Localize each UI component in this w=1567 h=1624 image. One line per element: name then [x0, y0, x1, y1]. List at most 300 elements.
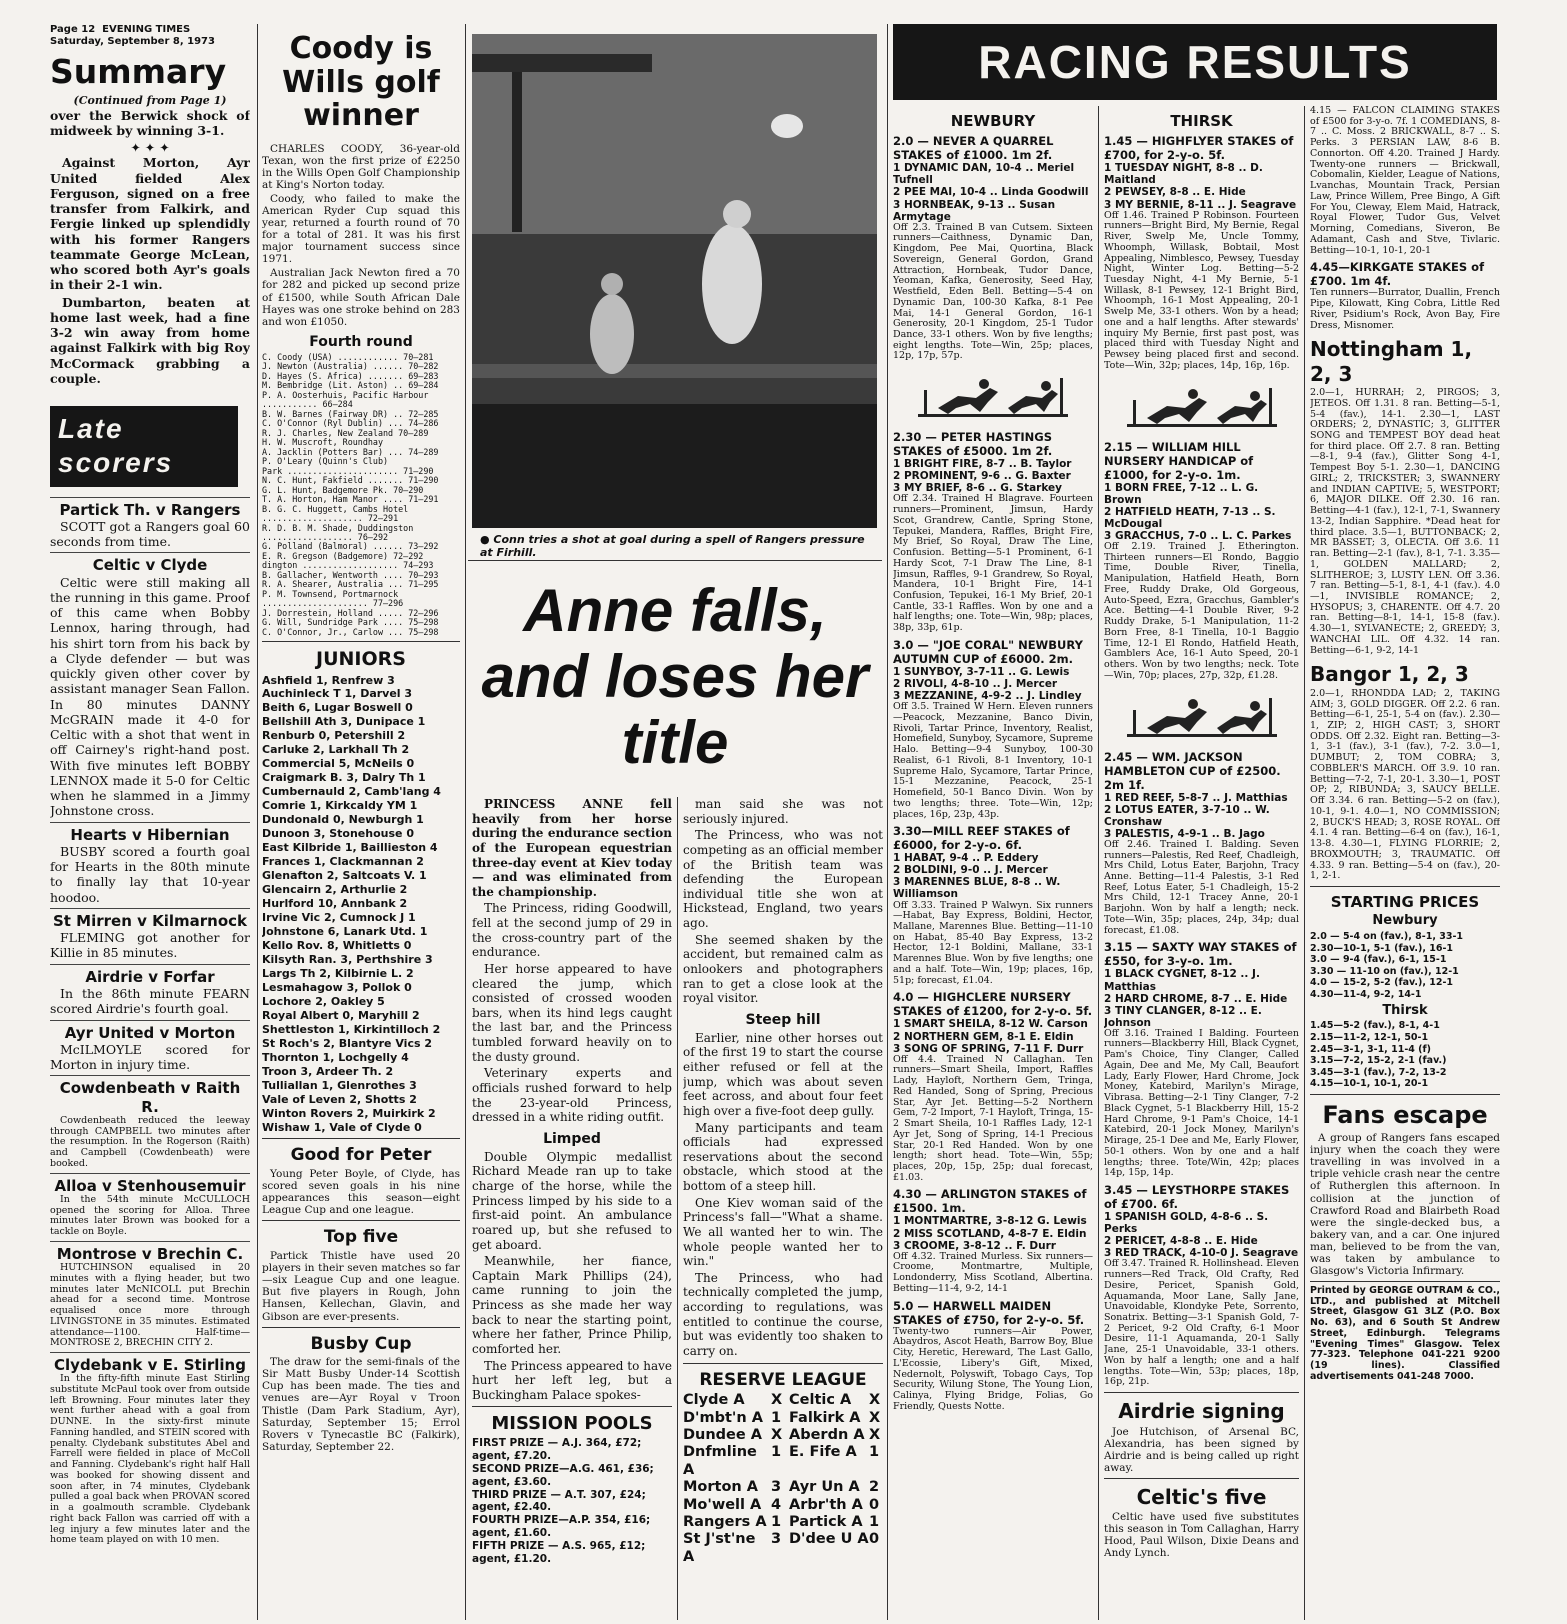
- mission-pools-heading: MISSION POOLS: [491, 1413, 653, 1435]
- divider: [1104, 1478, 1299, 1479]
- divider: [1104, 1392, 1299, 1393]
- continued-note: (Continued from Page 1): [73, 94, 227, 108]
- juniors-results: [262, 674, 460, 1135]
- late-scorer-item: [50, 964, 250, 1017]
- golf-score-row: H. W. Muscroft, Roundhay: [262, 437, 384, 448]
- golf-score-row: B. G. C. Huggett, Cambs Hotel .................... 72—291: [262, 503, 409, 524]
- junior-result: Dunoon 3, Stonehouse 0: [262, 827, 414, 841]
- junior-result: Glenafton 2, Saltcoats V. 1: [262, 869, 427, 883]
- race-placing: 3 CROOME, 3-8-12 .. F. Durr: [893, 1239, 1056, 1252]
- race-placing: 2 BOLDINI, 9-0 .. J. Mercer: [893, 864, 1048, 877]
- anne-story-para: The Princess, riding Goodwill, fell at the second jump of 29 in the cross-country part of the endurance.: [472, 901, 672, 960]
- divider: [1310, 1281, 1500, 1282]
- reserve-cell: E. Fife A: [789, 1444, 857, 1461]
- reserve-cell: Dnfmline A: [683, 1444, 757, 1478]
- fans-escape-heading: Fans escape: [1322, 1100, 1488, 1129]
- race-details: Off 4.4. Trained N Callaghan. Ten runners—Smart Sheila, Import, Raffles Lady, Hayloft, Northern Gem, Tringa, Red Handed, Song of Spring, Precious Star, Ayr Jet. Betting—5-2 Northern Gem, 7-2 Import, 7-1 Hayloft, Tringa, 15-2 Smart Sheila, 10-1 Raffles Lady, 12-1 Ayr Jet, Song of Spring, 14-1 Precious Star, 20-1 Red Handed. Won by one length; short head. Tote—Win, 55p; places, 20p, 15p, 25p; dual forecast, £1.03.: [893, 1053, 1093, 1183]
- anne-story-para: The Princess, who had technically completed the jump, according to regulations, was entitled to continue the course, but was evidently too shaken to carry on.: [683, 1270, 883, 1358]
- anne-left-column: [472, 797, 672, 1620]
- golf-headline: Coody is Wills golf winner: [282, 31, 440, 134]
- race-placing: 2 NORTHERN GEM, 8-1 E. Eldin: [893, 1030, 1074, 1043]
- steep-hill-subhead: Steep hill: [745, 1011, 821, 1028]
- late-scorer-match: Cowdenbeath v Raith R.: [59, 1079, 241, 1116]
- busby-cup-text: The draw for the semi-finals of the Sir Matt Busby Under-14 Scottish Cup has been made. The ties and venues are—Ayr Royal v Troon Thistle (Dam Park Stadium, Ayr), Saturday, September 15; Errol Rovers v Tynecastle BC (Falkirk), Saturday, September 22.: [262, 1356, 460, 1453]
- printer-imprint: Printed by GEORGE OUTRAM & CO., LTD., and published at Mitchell Street, Glasgow G1 3LZ (P.O. Box No. 63), and 6 South St Andrew Street, Edinburgh. Telegrams "Evening Times" Glasgow. Telex 77-323. Telephone 041-221 9200 (19 lines). Classified advertisements 041-248 7000.: [1310, 1284, 1500, 1382]
- anne-story-para: Double Olympic medallist Richard Meade ran up to take charge of the horse, while the Princess limped by his side to a first-aid point. An ambulance roared up, but she refused to get aboard.: [472, 1149, 672, 1252]
- reserve-cell: Clyde A: [683, 1392, 745, 1409]
- race-heading: 4.30 — ARLINGTON STAKES of £1500. 1m.: [893, 1187, 1087, 1216]
- reserve-cell: X: [869, 1427, 881, 1444]
- starting-price-row: 4.30—11-4, 9-2, 14-1: [1310, 989, 1422, 1001]
- summary-column: [50, 24, 250, 1620]
- golf-score-row: B. W. Barnes (Fairway DR) .. 72—285: [262, 408, 439, 419]
- fourth-round-heading: Fourth round: [309, 333, 413, 350]
- divider: [262, 1327, 460, 1328]
- summary-title: Summary: [50, 52, 227, 91]
- reserve-league-row: [683, 1427, 883, 1444]
- reserve-cell: St J'st'ne A: [683, 1531, 756, 1565]
- divider: [1310, 886, 1500, 887]
- anne-story-para: man said she was not seriously injured.: [683, 797, 883, 826]
- anne-headline: Anne falls, and loses her title: [481, 577, 869, 776]
- starting-price-row: 3.0 — 9-4 (fav.), 6-1, 15-1: [1310, 954, 1447, 966]
- anne-story-para: She seemed shaken by the accident, but remained calm as onlookers and photographers ran to get a close look at the royal visitor.: [683, 932, 883, 1006]
- good-for-peter-heading: Good for Peter: [290, 1145, 432, 1166]
- race-heading: 4.0 — HIGHCLERE NURSERY STAKES of £1200, for 2-y-o. 5f.: [893, 990, 1093, 1019]
- golf-score-row: E. R. Gregson (Badgemore) 72—292: [262, 550, 424, 561]
- junior-result: Cumbernauld 2, Camb'lang 4: [262, 785, 441, 799]
- football-photo-graphic: [472, 34, 877, 528]
- junior-result: Kilsyth Ran. 3, Perthshire 3: [262, 952, 433, 966]
- junior-result: Commercial 5, McNeils 0: [262, 757, 415, 771]
- race-placing: 3 RED TRACK, 4-10-0 J. Seagrave: [1104, 1247, 1299, 1260]
- nottingham-text: 2.0—1, HURRAH; 2, PIRGOS; 3, JETEOS. Off 1.31. 8 ran. Betting—5-1, 5-4 (fav.), 14-1. 2.30—1, LAST ORDERS; 2, DYNASTIC; 3, GLITTER SONG and TEMPEST BOY dead heat for third place. Off 2.7. 8 ran. Betting—8-1, 9-4 (fav.), Glitter Song 4-1, Tempest Boy 5-1. 2.30—1, DANCING GIRL; 2, TRICKSTER; 3, SWANNERY and INDIAN CAPTIVE; 5, WESTPORT; 6, MAJOR DILKE. Off 2.30. 16 ran. Betting—4-1 (fav.), 12-1, 7-1, Swannery 13-2, Indian Sapphire. *Dead heat for third place. 3.5—1, BUTTONBACK; 2, MR BASSET; 3, OLECTA. Off 3.6. 11 ran. Betting—2-1 (fav.), 8-1, 7-1. 3.35—1, GOLDEN MALLARD; 2, SLITHEROE; 3, LUSTY LEN. Off 3.36. 7 ran. Betting—5-1, 8-1, 4-1 (fav.). 4.0—1, INVISIBLE ROMANCE; 2, HYSOPUS; 3, CHARENTE. Off 4.7. 20 ran. Betting—8-1, 14-1, 15-8 (fav.). 4.30—1, SYLVANECTE; 2, GREEDY; 3, WANCHAI LIL. Off 4.32. 14 ran. Betting—6-1, 9-2, 14-1: [1310, 387, 1500, 656]
- junior-result: Vale of Leven 2, Shotts 2: [262, 1092, 417, 1106]
- reserve-cell: X: [771, 1392, 783, 1409]
- reserve-cell: D'dee U A: [789, 1531, 869, 1548]
- masthead-date: Saturday, September 8, 1973: [50, 36, 215, 47]
- golf-score-row: C. O'Connor, Jr., Carlow ... 75—298: [262, 626, 439, 637]
- divider: [468, 560, 882, 561]
- reserve-league-row: [683, 1514, 883, 1531]
- late-scorer-item: [50, 1173, 250, 1238]
- kirkgate-heading: 4.45—KIRKGATE STAKES of £700. 1m 4f.: [1310, 260, 1485, 289]
- late-scorer-text: HUTCHINSON equalised in 20 minutes with a flying header, but two minutes later McNICOLL put Brechin ahead for a second time. Montrose equalised once more through LIVINGSTONE in 35 minutes. Estimated attendance—1100. Half-time— MONTROSE 2, BRECHIN CITY 2.: [50, 1262, 250, 1349]
- race-placing: 1 SMART SHEILA, 8-12 W. Carson: [893, 1018, 1088, 1031]
- reserve-cell: Celtic A: [789, 1392, 852, 1409]
- divider: [683, 1363, 883, 1364]
- junior-result: Renburb 0, Petershill 2: [262, 729, 406, 743]
- race-heading: 5.0 — HARWELL MAIDEN STAKES of £750, for 2-y-o. 5f.: [893, 1298, 1085, 1327]
- reserve-league-row: [683, 1444, 883, 1479]
- masthead-line: [50, 24, 250, 36]
- race-heading: 3.15 — SAXTY WAY STAKES of £550, for 3-y-o. 1m.: [1104, 940, 1297, 969]
- race-details: Off 1.46. Trained P Robinson. Fourteen runners—Bright Bird, My Bernie, Regal River, Swelp Me, Uncle Tommy, Whoomph, Willask, Bobtail, Most Appealing, Nimblesco, Pewsey, Tuesday Night, Winter Log. Betting—5-2 Tuesday Night, 4-1 My Bernie, 5-1 Willask, 8-1 Pewsey, 12-1 Bright Bird, Whoomph, 16-1 Most Appealing, 20-1 Swelp Me, 33-1 others. Won by a head; one and a half lengths. After stewards' inquiry My Bernie, first past post, was placed third with Tuesday Night and Pewsey being placed first and second. Tote—Win, 32p; places, 14p, 16p, 16p.: [1104, 209, 1299, 371]
- falcon-stakes-text: 4.15 — FALCON CLAIMING STAKES of £500 for 3-y-o. 7f. 1 COMEDIANS, 8-7 .. C. Moss. 2 BRICKWALL, 8-7 .. S. Perks. 3 PERSIAN LAW, 8-6 B. Connorton. Off 4.20. Trained J Hardy. Twenty-one runners — Brickwall, Cobomalin, Kielder, League of Nations, Lvanchas, Mountain Track, Persian Law, Prince Willem, Pree Bingo, A Gift For You, Cleway, Elem Maid, Hatrack, Royal Flower, Tudor Gus, Velvet Morning, Comedians, Siveron, Be Adamant, Cash and Stve, Tivlaric. Betting—10-1, 10-1, 20-1: [1310, 106, 1500, 256]
- anne-story-para: Many participants and team officials had expressed reservations about the second obstacle, which stood at the bottom of a steep hill.: [683, 1120, 883, 1194]
- late-scorer-text: BUSBY scored a fourth goal for Hearts in the 80th minute to finally lay that 10-year hoodoo.: [50, 843, 250, 905]
- race-placing: 1 SUNYBOY, 3-7-11 .. G. Lewis: [893, 665, 1070, 678]
- thirsk-column: [1104, 106, 1299, 1620]
- golf-score-row: Park ...................... 71—290: [262, 465, 434, 476]
- late-scorer-item: [50, 552, 250, 818]
- reserve-league-row: [683, 1497, 883, 1514]
- summary-para: over the Berwick shock of midweek by winning 3-1.: [50, 107, 250, 138]
- newbury-heading: NEWBURY: [950, 112, 1036, 130]
- late-scorer-text: FLEMING got another for Killie in 85 minutes.: [50, 930, 250, 961]
- golf-scores: [262, 353, 460, 638]
- race-placing: 1 SPANISH GOLD, 4-8-6 .. S. Perks: [1104, 1211, 1269, 1236]
- race-placing: 1 BLACK CYGNET, 8-12 .. J. Matthias: [1104, 968, 1260, 993]
- divider: [472, 1406, 672, 1407]
- mission-pools-row: FIFTH PRIZE — A.S. 965, £12; agent, £1.20.: [472, 1539, 646, 1565]
- race-details: Off 3.16. Trained I Balding. Fourteen runners—Blackberry Hill, Black Cygnet, Pam's Choice, Tiny Clanger, Called Again, Dee and Me, My Call, Beaufort Lady, Early Flower, Hard Chrome, Jock Money, Katebird, Marilyn's Mirage, Vibrasa. Betting—2-1 Tiny Clanger, 7-2 Black Cygnet, 5-1 Blackberry Hill, 15-2 Hard Chrome, 9-1 Pam's Choice, 14-1 Katebird, 20-1 Jock Money, Marilyn's Mirage, 25-1 Dee and Me, Early Flower, 50-1 others. Won by one and a half lengths; three. Tote/Win, 42p; places 14p, 15p, 14p.: [1104, 1027, 1299, 1179]
- thirsk-heading: THIRSK: [1170, 112, 1233, 130]
- late-scorer-match: Celtic v Clyde: [92, 556, 208, 575]
- good-for-peter-text: Young Peter Boyle, of Clyde, has scored seven goals in his nine appearances this season—eight League Cup and one league.: [262, 1168, 460, 1217]
- race-placing: 2 PERICET, 4-8-8 .. E. Hide: [1104, 1235, 1258, 1248]
- masthead: [50, 24, 250, 48]
- reserve-cell: Ayr Un A: [789, 1479, 860, 1496]
- reserve-cell: 1: [771, 1409, 782, 1426]
- golf-score-row: C. O'Connor (Ryl Dublin) ... 74—286: [262, 418, 439, 429]
- junior-result: Beith 6, Lugar Boswell 0: [262, 701, 413, 715]
- golf-score-row: T. A. Horton, Ham Manor .... 71—291: [262, 494, 439, 505]
- golf-score-row: P. A. Oosterhuis, Pacific Harbour ........... 66—284: [262, 389, 429, 410]
- sp-newbury-heading: Newbury: [1372, 913, 1438, 929]
- race-heading: 2.0 — NEVER A QUARREL STAKES of £1000. 1m 2f.: [893, 134, 1054, 163]
- late-scorer-text: In the fifty-fifth minute East Stirling substitute McPaul took over from outside left Browning. Four minutes later they went further ahead with a goal from DUNNE. In the sixty-first minute Fanning handled, and STEIN scored with penalty. Clydebank substitutes Abel and Farrell were fielded in place of McColl and Fanning. Clydebank's right half Hall was booked for showing dissent and soon after, in 74 minutes, Clydebank pulled a goal back when PROVAN scored in a goalmouth scramble. Clydebank right back Fallon was carried off with a leg injury a few minutes later and the home team played on with 10 men.: [50, 1373, 250, 1546]
- race-placing: 1 RED REEF, 5-8-7 .. J. Matthias: [1104, 791, 1288, 804]
- reserve-cell: X: [869, 1409, 881, 1426]
- race-details: Off 2.46. Trained I. Balding. Seven runners—Palestis, Red Reef, Chadleigh, Mrs Child, Lotus Eater, Barjohn, Tracy Anne. Betting—11-4 Palestis, 3-1 Red Reef, Lotus Eater, 5-1 Chadleigh, 15-2 Mrs Child, 12-1 Tracey Anne, 20-1 Barjohn. Won by half a length; neck. Tote—Win, 35p; places, 24p, 34p; dual forecast, £1.08.: [1104, 838, 1299, 936]
- golf-score-row: R. A. Shearer, Australia ... 71—295: [262, 579, 439, 590]
- summary-para: Dumbarton, beaten at home last week, had a fine 3-2 win away from home against Falkirk with big Roy McCormack grabbing a couple.: [50, 294, 250, 386]
- kirkgate-text: Ten runners—Burrator, Duallin, French Pipe, Kilowatt, King Cobra, Little Red River, Psidium's Rock, Avon Bay, Fire Dress, Misnomer.: [1310, 287, 1500, 331]
- anne-story-para: PRINCESS ANNE fell heavily from her horse during the endurance section of the European equestrian three-day event at Kiev today — and was eliminated from the championship.: [472, 797, 672, 899]
- reserve-cell: Partick A: [789, 1514, 863, 1531]
- column-rule: [257, 24, 258, 1620]
- summary-para: Against Morton, Ayr United fielded Alex Ferguson, signed on a free transfer from Falkirk, and Fergie linked up splendidly with his former Rangers teammate George McLean, who scored both Ayr's goals in their 2-1 win.: [50, 155, 250, 293]
- junior-result: Irvine Vic 2, Cumnock J 1: [262, 910, 416, 924]
- newbury-races: [893, 134, 1093, 1412]
- column-rule: [465, 24, 466, 1620]
- late-scorer-match: Hearts v Hibernian: [70, 825, 230, 844]
- fans-escape-text: A group of Rangers fans escaped injury when the coach they were travelling in was involved in a triple vehicle crash near the centre of Rutherglen this afternoon. In collision at the junction of Crawford Road and Blairbeth Road were the single-decked bus, a bakery van, and a car. One injured man, believed to be from the van, was taken by ambulance to Glasgow's Victoria Infirmary.: [1310, 1132, 1500, 1277]
- mission-pools-row: FIRST PRIZE — A.J. 364, £72; agent, £7.20.: [472, 1437, 642, 1463]
- late-scorer-item: [50, 908, 250, 961]
- reserve-cell: Mo'well A: [683, 1496, 762, 1513]
- junior-result: Wishaw 1, Vale of Clyde 0: [262, 1120, 422, 1134]
- reserve-cell: 1: [869, 1444, 880, 1461]
- junior-result: Hurlford 10, Annbank 2: [262, 897, 408, 910]
- junior-result: Comrie 1, Kirkcaldy YM 1: [262, 799, 418, 813]
- reserve-cell: X: [869, 1392, 881, 1409]
- late-scorer-item: [50, 822, 250, 905]
- airdrie-signing-heading: Airdrie signing: [1118, 1399, 1285, 1424]
- junior-result: Auchinleck T 1, Darvel 3: [262, 687, 413, 701]
- golf-score-row: R. J. Charles, New Zealand 70—289: [262, 427, 429, 438]
- race-heading: 3.30—MILL REEF STAKES of £6000, for 2-y-o. 6f.: [893, 824, 1070, 853]
- late-scorer-text: In the 54th minute McCULLOCH opened the scoring for Alloa. Three minutes later Brown was booked for a tackle on Boyle.: [50, 1193, 250, 1238]
- anne-story-para: The Princess appeared to have hurt her left leg, but a Buckingham Palace spokes-: [472, 1358, 672, 1402]
- race-placing: 1 DYNAMIC DAN, 10-4 .. Meriel Tufnell: [893, 162, 1075, 187]
- race-placing: 2 PROMINENT, 9-6 .. G. Baxter: [893, 470, 1071, 483]
- reserve-league-row: [683, 1531, 883, 1566]
- race-placing: 2 HARD CHROME, 8-7 .. E. Hide: [1104, 992, 1288, 1005]
- golf-para: Australian Jack Newton fired a 70 for 282 and picked up second prize of £1500, while South African Dale Hayes was one stroke behind on 283 and won £1050.: [262, 267, 460, 328]
- junior-result: Carluke 2, Larkhall Th 2: [262, 743, 410, 757]
- reserve-cell: Rangers A: [683, 1514, 767, 1531]
- newbury-column: [893, 106, 1093, 1620]
- golf-para: Coody, who failed to make the American Ryder Cup squad this year, returned a fourth round of 70 for a total of 281. It was his first major tournament success since 1971.: [262, 193, 460, 266]
- results-column: [1310, 106, 1500, 1620]
- limped-subhead: Limped: [543, 1130, 601, 1147]
- reserve-cell: 4: [771, 1496, 782, 1513]
- anne-story-para: Veterinary experts and officials rushed forward to help the 23-year-old Princess, dressed in a white riding outfit.: [472, 1066, 672, 1125]
- reserve-cell: 2: [869, 1479, 880, 1496]
- late-scorer-text: McILMOYLE scored for Morton in injury time.: [50, 1041, 250, 1073]
- race-placing: 2 PEWSEY, 8-8 .. E. Hide: [1104, 186, 1246, 199]
- bangor-text: 2.0—1, RHONDDA LAD; 2, TAKING AIM; 3, GOLD DIGGER. Off 2.2. 6 ran. Betting—6-1, 25-1, 5-4 on (fav.). 2.30—1, ZIP; 2, HIGH CAST; 3, SHORT ODDS. Off 2.32. Eight ran. Betting—3-1, 3-1 (fav.), 3-1 (fav.), 7-2. 3.0—1, DUMBUT; 2, TOM COBRA; 3, COBBLER'S MARCH. Off 3.9. 10 ran. Betting—7-2, 7-1, 20-1. 3.30—1, POST OP; 2, RIBUNDA; 3, SAUCY BELLE. Off 3.34. 6 ran. Betting—5-2 on (fav.), 10-1, 9-1. 4.0—1, NO COMMISSION; 2, BUCK'S HEAD; 3, ROSE ROYAL. Off 4.1. 4 ran. Betting—6-4 on (fav.), 16-1, 13-8. 4.30—1, FLYING FLORRIE; 2, BROXMOUTH; 3, TRAUMATIC. Off 4.33. 9 ran. Betting—5-4 on (fav.), 20-1, 2-1.: [1310, 687, 1500, 882]
- race-details: Off 4.32. Trained Murless. Six runners—Croome, Montmartre, Multiple, Londonderry, Miss Scotland, Albertina. Betting—11-4, 9-2, 14-1: [893, 1250, 1093, 1294]
- junior-result: Craigmark B. 3, Dalry Th 1: [262, 771, 426, 785]
- junior-result: Ashfield 1, Renfrew 3: [262, 673, 395, 687]
- junior-result: Thornton 1, Lochgelly 4: [262, 1050, 409, 1064]
- juniors-heading: JUNIORS: [316, 648, 406, 671]
- golf-score-row: B. Gallacher, Wentworth .... 70—293: [262, 569, 439, 580]
- late-scorer-item: [50, 1020, 250, 1073]
- late-scorer-item: [50, 497, 250, 550]
- golf-score-row: G. Will, Sundridge Park .... 75—298: [262, 617, 439, 628]
- junior-result: Frances 1, Clackmannan 2: [262, 855, 424, 869]
- starting-price-row: 4.15—10-1, 10-1, 20-1: [1310, 1078, 1429, 1090]
- anne-story-para: Meanwhile, her fiance, Captain Mark Phillips (24), came running to join the Princess as she made her way back to near the starting point, where her father, Prince Philip, comforted her.: [472, 1254, 672, 1356]
- late-scorer-text: SCOTT got a Rangers goal 60 seconds from time.: [50, 518, 250, 550]
- race-placing: 3 MY BERNIE, 8-11 .. J. Seagrave: [1104, 198, 1297, 211]
- reserve-cell: 0: [869, 1496, 880, 1513]
- golf-score-row: C. Coody (USA) ............ 70—281: [262, 351, 434, 362]
- page-number: Page 12: [50, 24, 96, 35]
- late-scorer-match: Alloa v Stenhousemuir: [54, 1176, 246, 1195]
- busby-cup-heading: Busby Cup: [310, 1333, 412, 1354]
- race-placing: 1 BORN FREE, 7-12 .. L. G. Brown: [1104, 481, 1259, 506]
- junior-result: Troon 3, Ardeer Th. 2: [262, 1064, 394, 1078]
- race-heading: 3.45 — LEYSTHORPE STAKES of £700. 6f.: [1104, 1183, 1290, 1212]
- race-placing: 3 TINY CLANGER, 8-12 .. E. Johnson: [1104, 1004, 1262, 1029]
- stars-divider: ✦ ✦ ✦: [130, 140, 170, 156]
- race-details: Off 3.5. Trained W Hern. Eleven runners—Peacock, Mezzanine, Banco Divin, Rivoli, Tartar Prince, Inventory, Realist, Homefield, Sunyboy, Sycamore, Supreme Halo. Betting—9-4 Sunyboy, 100-30 Realist, 6-1 Rivoli, 8-1 Inventory, 10-1 Supreme Halo, Sycamore, Tartar Prince, 15-1 Mezzanine, Peacock, 25-1 Homefield, 50-1 Banco Divin. Won by two lengths; three. Tote—Win, 12p; places, 16p, 23p, 43p.: [893, 701, 1093, 820]
- race-placing: 2 LOTUS EATER, 3-7-10 .. W. Cronshaw: [1104, 803, 1270, 828]
- golf-score-row: N. C. Hunt, Fakfield ....... 71—290: [262, 475, 439, 486]
- starting-prices-heading: STARTING PRICES: [1330, 893, 1480, 911]
- late-scorer-text: Cowdenbeath reduced the leeway through CAMPBELL two minutes after the resumption. In the Rogerson (Raith) and Campbell (Cowdenbeath) were booked.: [50, 1114, 250, 1169]
- reserve-league-row: [683, 1479, 883, 1496]
- column-rule: [677, 797, 678, 1620]
- golf-score-row: J. Newton (Australia) ...... 70—282: [262, 361, 439, 372]
- divider: [262, 641, 460, 642]
- race-details: Twenty-two runners—Air Power, Abaydros, Ascot Heath, Barrow Boy, Blue City, Heretic, Hereward, The Last Gallo, L'Ecossie, Libery's Gift, Mixed, Nedernolt, Polyswift, Tobago Cays, Top Security, Wilung Stone, The Young Lion, Calinya, Flying Bridge, Folias, Go Friendly, Quests Notte.: [893, 1325, 1093, 1412]
- racehorse-icon: [893, 368, 1093, 424]
- starting-price-row: 3.15—7-2, 15-2, 2-1 (fav.): [1310, 1055, 1447, 1067]
- anne-story-para: The Princess, who was not competing as an official member of the British team was defending the European individual title she won at Hickstead, England, two years ago.: [683, 828, 883, 930]
- column-rule: [1304, 106, 1305, 1620]
- race-heading: 2.15 — WILLIAM HILL NURSERY HANDICAP of £1000, for 2-y-o. 1m.: [1104, 439, 1254, 482]
- golf-score-row: J. Dorrestein, Holland ..... 72—296: [262, 607, 439, 618]
- late-scorer-match: Airdrie v Forfar: [85, 967, 215, 986]
- junior-result: Royal Albert 0, Maryhill 2: [262, 1008, 420, 1022]
- divider: [262, 1220, 460, 1221]
- anne-story-para: One Kiev woman said of the Princess's fall—"What a shame. We all wanted her to win. The whole people wanted her to win.": [683, 1195, 883, 1269]
- bangor-heading: Bangor 1, 2, 3: [1310, 662, 1469, 687]
- top-five-heading: Top five: [323, 1227, 399, 1248]
- race-details: Off 2.34. Trained H Blagrave. Fourteen runners—Prominent, Jimsun, Hardy Scot, Grandrew, Cantle, Spring Stone, Tepukei, Mandera, Raffles, Bright Fire, My Brief, So Royal, Draw The Line, Confusion. Betting—5-1 Prominent, 6-1 Hardy Scot, 7-1 Draw The Line, 8-1 Jimsun, Raffles, 9-1 Grandrew, So Royal, Mandera, 10-1 Bright Fire, 14-1 Confusion, Tepukei, 16-1 My Brief, 20-1 Cantle, 33-1 Raffles. Won by one and a half lengths; one. Tote—Win, 98p; places, 38p, 33p, 61p.: [893, 493, 1093, 634]
- race-placing: 1 MONTMARTRE, 3-8-12 G. Lewis: [893, 1215, 1087, 1228]
- race-placing: 2 MISS SCOTLAND, 4-8-7 E. Eldin: [893, 1227, 1087, 1240]
- golf-para: CHARLES COODY, 36-year-old Texan, won the first prize of £2250 in the Wills Open Golf Championship at King's Norton today.: [262, 142, 460, 191]
- junior-result: Dundonald 0, Newburgh 1: [262, 813, 424, 827]
- reserve-cell: Morton A: [683, 1479, 759, 1496]
- starting-price-row: 2.0 — 5-4 on (fav.), 8-1, 33-1: [1310, 931, 1464, 943]
- starting-price-row: 2.15—11-2, 12-1, 50-1: [1310, 1032, 1429, 1044]
- reserve-cell: 1: [771, 1444, 782, 1461]
- race-placing: 3 MARENNES BLUE, 8-8 .. W. Williamson: [893, 876, 1061, 901]
- column-rule: [887, 24, 888, 1620]
- golf-score-row: G. L. Hunt, Badgemore Pk. 70—290: [262, 484, 424, 495]
- race-placing: 2 RIVOLI, 4-8-10 .. J. Mercer: [893, 678, 1058, 691]
- starting-price-row: 1.45—5-2 (fav.), 8-1, 4-1: [1310, 1020, 1440, 1032]
- late-scorers-list: [50, 497, 250, 1547]
- late-scorer-match: Ayr United v Morton: [64, 1023, 236, 1042]
- junior-result: Kello Rov. 8, Whitletts 0: [262, 938, 412, 952]
- reserve-cell: Falkirk A: [789, 1409, 861, 1426]
- starting-price-row: 2.30—10-1, 5-1 (fav.), 16-1: [1310, 942, 1454, 954]
- mission-pools-row: SECOND PRIZE—A.G. 461, £36; agent, £3.60.: [472, 1463, 654, 1488]
- photo-caption: ● Conn tries a shot at goal during a spell of Rangers pressure at Firhill.: [480, 533, 865, 559]
- nottingham-heading: Nottingham 1, 2, 3: [1310, 337, 1473, 386]
- race-details: Off 3.47. Trained R. Hollinshead. Eleven runners—Red Track, Old Crafty, Red Desire, Pericet, Spanish Gold, Aquamanda, Moor Lane, Sally Jane, Unavoidable, Klondyke Pete, Sorrento, Sonatrix. Betting—3-1 Spanish Gold, 7-2 Pericet, 9-2 Old Crafty, 6-1 Moor Desire, 11-1 Aquamanda, 20-1 Sally Jane, 25-1 Unavoidable, 33-1 others. Won by half a length; one and a half lengths. Tote—Win, 53p; places, 18p, 16p, 21p.: [1104, 1258, 1299, 1388]
- race-details: Off 2.3. Trained B van Cutsem. Sixteen runners—Caithness, Dynamic Dan, Kingdom, Pee Mai, Quortina, Black Sovereign, General Gordon, Grand Attraction, Hornbeak, Tudor Dance, Yeoman, Kafka, Generosity, Seed Hay, Westfield, Eden Bell. Betting—5-4 on Dynamic Dan, 100-30 Kafka, 8-1 Pee Mai, 14-1 General Gordon, 16-1 Generosity, 20-1 Kingdom, 25-1 Tudor Dance, 33-1 others. Won by five lengths; eight lengths. Tote—Win, 25p; places, 12p, 17p, 57p.: [893, 221, 1093, 362]
- race-placing: 1 TUESDAY NIGHT, 8-8 .. D. Maitland: [1104, 162, 1263, 187]
- late-scorer-item: [50, 1352, 250, 1546]
- golf-score-row: A. Jacklin (Potters Bar) ... 74—289: [262, 446, 439, 457]
- paper-name: EVENING TIMES: [102, 24, 191, 35]
- football-photo: [472, 34, 877, 528]
- reserve-cell: 1: [869, 1514, 880, 1531]
- top-five-text: Partick Thistle have used 20 players in their seven matches so far—six League Cup and one league. But five players in Rough, John Hansen, Kellechan, Glavin, and Gibson are ever-presents.: [262, 1250, 460, 1323]
- junior-result: Lesmahagow 3, Pollok 0: [262, 980, 412, 994]
- golf-score-row: R. D. B. M. Shade, Duddingston .................. 76—292: [262, 522, 414, 542]
- reserve-league-heading: RESERVE LEAGUE: [699, 1369, 867, 1390]
- starting-price-row: 4.0 — 15-2, 5-2 (fav.), 12-1: [1310, 977, 1454, 989]
- junior-result: East Kilbride 1, Baillieston 4: [262, 841, 438, 855]
- reserve-cell: D'mbt'n A: [683, 1409, 763, 1426]
- race-placing: 2 HATFIELD HEATH, 7-13 .. S. McDougal: [1104, 505, 1276, 530]
- reserve-cell: 3: [771, 1479, 782, 1496]
- junior-result: St Roch's 2, Blantyre Vics 2: [262, 1036, 432, 1050]
- late-scorers-banner: Late scorers: [50, 406, 238, 486]
- reserve-league-row: [683, 1410, 883, 1427]
- celtics-five-heading: Celtic's five: [1136, 1484, 1267, 1509]
- golf-score-row: G. Polland (Balmoral) ...... 73—292: [262, 541, 439, 552]
- celtics-five-text: Celtic have used five substitutes this season in Tom Callaghan, Harry Hood, Paul Wilson, Dixie Deans and Andy Lynch.: [1104, 1511, 1299, 1560]
- race-placing: 1 BRIGHT FIRE, 8-7 .. B. Taylor: [893, 458, 1072, 471]
- column-rule: [1098, 106, 1099, 1620]
- race-placing: 3 HORNBEAK, 9-13 .. Susan Armytage: [893, 198, 1056, 223]
- starting-price-row: 3.30 — 11-10 on (fav.), 12-1: [1310, 965, 1459, 977]
- junior-result: Largs Th 2, Kilbirnie L. 2: [262, 966, 414, 980]
- race-heading: 2.45 — WM. JACKSON HAMBLETON CUP of £2500. 2m 1f.: [1104, 749, 1281, 792]
- mission-pools-row: FOURTH PRIZE—A.P. 354, £16; agent, £1.60.: [472, 1514, 651, 1539]
- race-placing: 2 PEE MAI, 10-4 .. Linda Goodwill: [893, 186, 1089, 199]
- race-heading: 3.0 — "JOE CORAL" NEWBURY AUTUMN CUP of £6000. 2m.: [893, 637, 1083, 666]
- race-placing: 3 MY BRIEF, 8-6 .. G. Starkey: [893, 482, 1062, 495]
- race-details: Off 3.33. Trained P Walwyn. Six runners—Habat, Bay Express, Boldini, Hector, Mallane, Marennes Blue. Betting—11-10 on Habat, 85-40 Bay Express, 13-2 Hector, 12-1 Boldini, Mallane, 33-1 Marennes Blue. Won by five lengths; one and a half. Tote—Win, 19p; places, 16p, 51p; forecast, £1.04.: [893, 899, 1093, 986]
- reserve-cell: Dundee A: [683, 1427, 762, 1444]
- anne-right-column: [683, 797, 883, 1620]
- golf-score-row: M. Bembridge (Lit. Aston) .. 69—284: [262, 380, 439, 391]
- race-details: Off 2.19. Trained J. Etherington. Thirteen runners—El Rondo, Baggio Time, Double River, Tinella, Manipulation, Hatfield Heath, Born Free, Ruddy Drake, Old Gorgeous, Auto-Speed, Ezra, Gracchus, Gambler's Ace. Betting—4-1 Double River, 9-2 Ruddy Drake, 5-1 Manipulation, 11-2 Born Free, 8-1 Tinella, 10-1 Baggio Time, 12-1 El Rondo, Hatfield Heath, Gamblers Ace, 16-1 Auto Speed, 20-1 others. Won by two lengths; neck. Tote—Win, 70p; places, 27p, 32p, £1.28.: [1104, 540, 1299, 681]
- junior-result: Glencairn 2, Arthurlie 2: [262, 883, 408, 897]
- anne-story-para: Earlier, nine other horses out of the first 19 to start the course either refused or fell at the jump, which was about seven feet across, and about four feet high over a five-foot deep gully.: [683, 1030, 883, 1118]
- divider: [1310, 1094, 1500, 1095]
- thirsk-races: [1104, 134, 1299, 1388]
- mission-pools-row: THIRD PRIZE — A.T. 307, £24; agent, £2.40.: [472, 1488, 646, 1514]
- junior-result: Tulliallan 1, Glenrothes 3: [262, 1078, 417, 1092]
- reserve-cell: Aberdn A: [789, 1427, 865, 1444]
- junior-result: Lochore 2, Oakley 5: [262, 994, 385, 1008]
- late-scorer-match: Clydebank v E. Stirling: [54, 1355, 246, 1374]
- race-placing: 1 HABAT, 9-4 .. P. Eddery: [893, 852, 1039, 865]
- junior-result: Shettleston 1, Kirkintilloch 2: [262, 1022, 441, 1036]
- late-scorer-item: [50, 1075, 250, 1169]
- starting-price-row: 2.45—3-1, 3-1, 11-4 (f): [1310, 1043, 1431, 1055]
- airdrie-signing-text: Joe Hutchison, of Arsenal BC, Alexandria, has been signed by Airdrie and is being called up right away.: [1104, 1425, 1299, 1474]
- late-scorer-text: Celtic were still making all the running in this game. Proof of this came when Bobby Lennox, haring through, had his shirt torn from his back by a Clyde defender — but was quickly given other cover by assistant manager Sean Fallon. In 80 minutes DANNY McGRAIN made it 4-0 for Celtic with a shot that went in off Cairney's right-hand post. With five minutes left BOBBY LENNOX made it 5-0 for Celtic when he slammed in a Jimmy Johnstone cross.: [50, 574, 250, 819]
- anne-story-para: Her horse appeared to have cleared the jump, which consisted of crossed wooden bars, when its hind legs caught the last bar, and the Princess tumbled forward heavily on to the dusty ground.: [472, 961, 672, 1064]
- reserve-cell: 3: [771, 1531, 782, 1548]
- racehorse-icon: [1104, 688, 1299, 744]
- reserve-cell: X: [771, 1427, 783, 1444]
- reserve-cell: 1: [771, 1514, 782, 1531]
- golf-score-row: P. M. Townsend, Portmarnock ..................... 77—296: [262, 588, 404, 609]
- golf-score-row: P. O'Leary (Quinn's Club): [262, 456, 389, 467]
- late-scorer-match: St Mirren v Kilmarnock: [52, 911, 248, 930]
- junior-result: Bellshill Ath 3, Dunipace 1: [262, 715, 426, 729]
- divider: [262, 1138, 460, 1139]
- race-placing: 3 MEZZANINE, 4-9-2 .. J. Lindley: [893, 690, 1082, 703]
- golf-score-row: dington ................... 74—293: [262, 560, 434, 571]
- reserve-league-row: [683, 1392, 883, 1409]
- race-placing: 3 SONG OF SPRING, 7-11 F. Durr: [893, 1042, 1084, 1055]
- late-scorer-match: Partick Th. v Rangers: [59, 500, 241, 519]
- race-placing: 3 PALESTIS, 4-9-1 .. B. Jago: [1104, 827, 1265, 840]
- race-heading: 2.30 — PETER HASTINGS STAKES of £5000. 1m 2f.: [893, 430, 1053, 459]
- race-placing: 3 GRACCHUS, 7-0 .. L. C. Parkes: [1104, 529, 1292, 542]
- late-scorer-item: [50, 1241, 250, 1349]
- golf-score-row: D. Hayes (S. Africa) ....... 69—283: [262, 370, 439, 381]
- sp-thirsk-heading: Thirsk: [1382, 1002, 1428, 1018]
- racehorse-icon: [1104, 378, 1299, 434]
- race-heading: 1.45 — HIGHFLYER STAKES of £700, for 2-y-o. 5f.: [1104, 134, 1294, 163]
- late-scorer-text: In the 86th minute FEARN scored Airdrie's fourth goal.: [50, 986, 250, 1017]
- starting-price-row: 3.45—3-1 (fav.), 7-2, 13-2: [1310, 1066, 1447, 1078]
- reserve-cell: 0: [869, 1531, 880, 1548]
- reserve-cell: Arbr'th A: [789, 1496, 863, 1513]
- junior-result: Winton Rovers 2, Muirkirk 2: [262, 1106, 436, 1120]
- golf-column: [262, 24, 460, 1620]
- racing-results-banner: RACING RESULTS: [893, 24, 1497, 100]
